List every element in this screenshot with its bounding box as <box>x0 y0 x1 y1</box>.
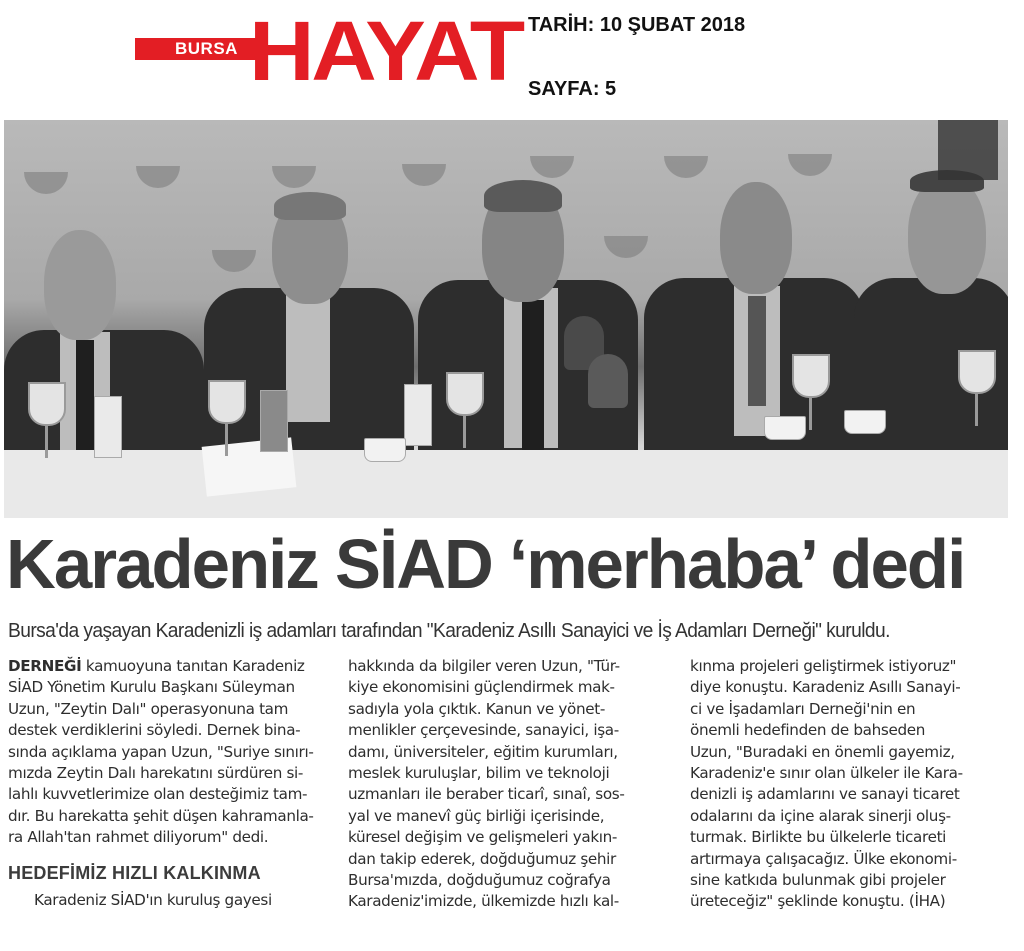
paragraph-line: SİAD Yönetim Kurulu Başkanı Süleyman <box>8 678 295 697</box>
banner-ship-icon <box>788 154 832 176</box>
paragraph-line: meslek kuruluşlar, bilim ve teknoloji <box>348 764 610 783</box>
section-subheading: HEDEFİMİZ HIZLI KALKINMA <box>8 862 261 883</box>
article-headline: Karadeniz SİAD ‘merhaba’ dedi <box>6 525 965 603</box>
publication-date: TARİH: 10 ŞUBAT 2018 <box>528 14 746 36</box>
glass-stem <box>809 396 812 430</box>
coffee-cup-icon <box>844 410 886 434</box>
banner-ship-icon <box>136 166 180 188</box>
coffee-cup-icon <box>364 438 406 462</box>
paragraph-line: ci ve İşadamları Derneği'nin en <box>690 699 916 718</box>
water-glass-icon <box>28 382 66 426</box>
paragraph-line: diye konuştu. Karadeniz Asıllı Sanayi- <box>690 678 961 697</box>
article-column-3 <box>690 656 1020 913</box>
paragraph-line: destek verdiklerini söyledi. Dernek bina- <box>8 721 301 740</box>
banner-ship-icon <box>530 156 574 178</box>
press-photo <box>4 120 1008 518</box>
paragraph-line: yal ve manevî güç birliği içerisinde, <box>348 806 605 825</box>
paragraph-line: damı, üniversiteler, eğitim kurumları, <box>348 742 618 761</box>
logo-hayat-text: HAYAT <box>249 4 522 98</box>
glass-stem <box>463 414 466 448</box>
glass-stem <box>45 424 48 458</box>
line-text: kamuoyuna tanıtan Karadeniz <box>81 657 305 675</box>
paragraph-line: Karadeniz'e sınır olan ülkeler ile Kara- <box>690 764 963 783</box>
paragraph-line: dır. Bu harekatta şehit düşen kahramanla- <box>8 806 314 825</box>
paragraph-line: lahlı kuvvetlerimize olan desteğimiz tam- <box>8 785 308 804</box>
banner-ship-icon <box>212 250 256 272</box>
paragraph-line: dan takip ederek, doğduğumuz şehir <box>348 849 616 868</box>
table-cloth <box>4 450 1008 518</box>
water-glass-icon <box>792 354 830 398</box>
paragraph-line: kınma projeleri geliştirmek istiyoruz" <box>690 657 957 675</box>
microphone-icon <box>588 354 628 408</box>
paragraph-line: hakkında da bilgiler veren Uzun, "Tür- <box>348 657 620 675</box>
article-column-1 <box>8 656 333 911</box>
paragraph-line: sine katkıda bulunmak gibi projeler <box>690 871 946 890</box>
paragraph-line <box>8 656 333 677</box>
dark-background-panel <box>938 120 998 180</box>
paragraph-line: denizli iş adamlarını ve sanayi ticaret <box>690 785 960 804</box>
tall-glass-icon <box>260 390 288 452</box>
banner-ship-icon <box>24 172 68 194</box>
paragraph-line: Karadeniz'imizde, ülkemizde hızlı kal- <box>348 892 619 911</box>
paragraph-line: ra Allah'tan rahmet diliyorum" dedi. <box>8 828 269 847</box>
paragraph-line: Bursa'mızda, doğduğumuz coğrafya <box>348 871 611 890</box>
banner-ship-icon <box>402 164 446 186</box>
paragraph-line: artırmaya çalışacağız. Ülke ekonomi- <box>690 849 957 868</box>
water-glass-icon <box>208 380 246 424</box>
page-number: SAYFA: 5 <box>528 78 617 100</box>
paragraph-line: uzmanları ile beraber ticarî, sınaî, sos- <box>348 785 625 804</box>
paragraph-line: Uzun, "Zeytin Dalı" operasyonuna tam <box>8 699 289 718</box>
paragraph-line: önemli hedefinden de bahseden <box>690 721 926 740</box>
masthead <box>0 0 1024 118</box>
banner-ship-icon <box>604 236 648 258</box>
paragraph-line: turmak. Birlikte bu ülkelerle ticareti <box>690 828 947 847</box>
coffee-cup-icon <box>764 416 806 440</box>
paragraph-line: küresel değişim ve gelişmeleri yakın- <box>348 828 618 847</box>
tall-glass-icon <box>94 396 122 458</box>
banner-ship-icon <box>664 156 708 178</box>
glass-stem <box>225 422 228 456</box>
paragraph-line: Uzun, "Buradaki en önemli gayemiz, <box>690 742 955 761</box>
tall-glass-icon <box>404 384 432 446</box>
article-subheadline: Bursa'da yaşayan Karadenizli iş adamları tarafından "Karadeniz Asıllı Sanayici ve İş Adamları Derneği" kuruldu. <box>8 620 890 642</box>
bursa-hayat-logo <box>135 4 522 98</box>
banner-ship-icon <box>272 166 316 188</box>
paragraph-line: üreteceğiz" şeklinde konuştu. (İHA) <box>690 892 946 911</box>
paragraph-line: mızda Zeytin Dalı harekatını sürdüren si- <box>8 764 304 783</box>
paragraph-line: menlikler çerçevesinde, sanayici, işa- <box>348 721 619 740</box>
paragraph-line: sında açıklama yapan Uzun, "Suriye sınırı- <box>8 742 314 761</box>
lead-word: DERNEĞİ <box>8 657 82 675</box>
water-glass-icon <box>446 372 484 416</box>
paragraph-line: odalarını da içine alarak sinerji oluş- <box>690 806 951 825</box>
paragraph-line: Karadeniz SİAD'ın kuruluş gayesi <box>34 891 272 910</box>
paragraph-line: sadıyla yola çıktık. Kanun ve yönet- <box>348 699 605 718</box>
article-column-2 <box>348 656 678 913</box>
water-glass-icon <box>958 350 996 394</box>
glass-stem <box>975 392 978 426</box>
logo-bursa-text: BURSA <box>175 39 238 58</box>
paragraph-line: kiye ekonomisini güçlendirmek mak- <box>348 678 615 697</box>
